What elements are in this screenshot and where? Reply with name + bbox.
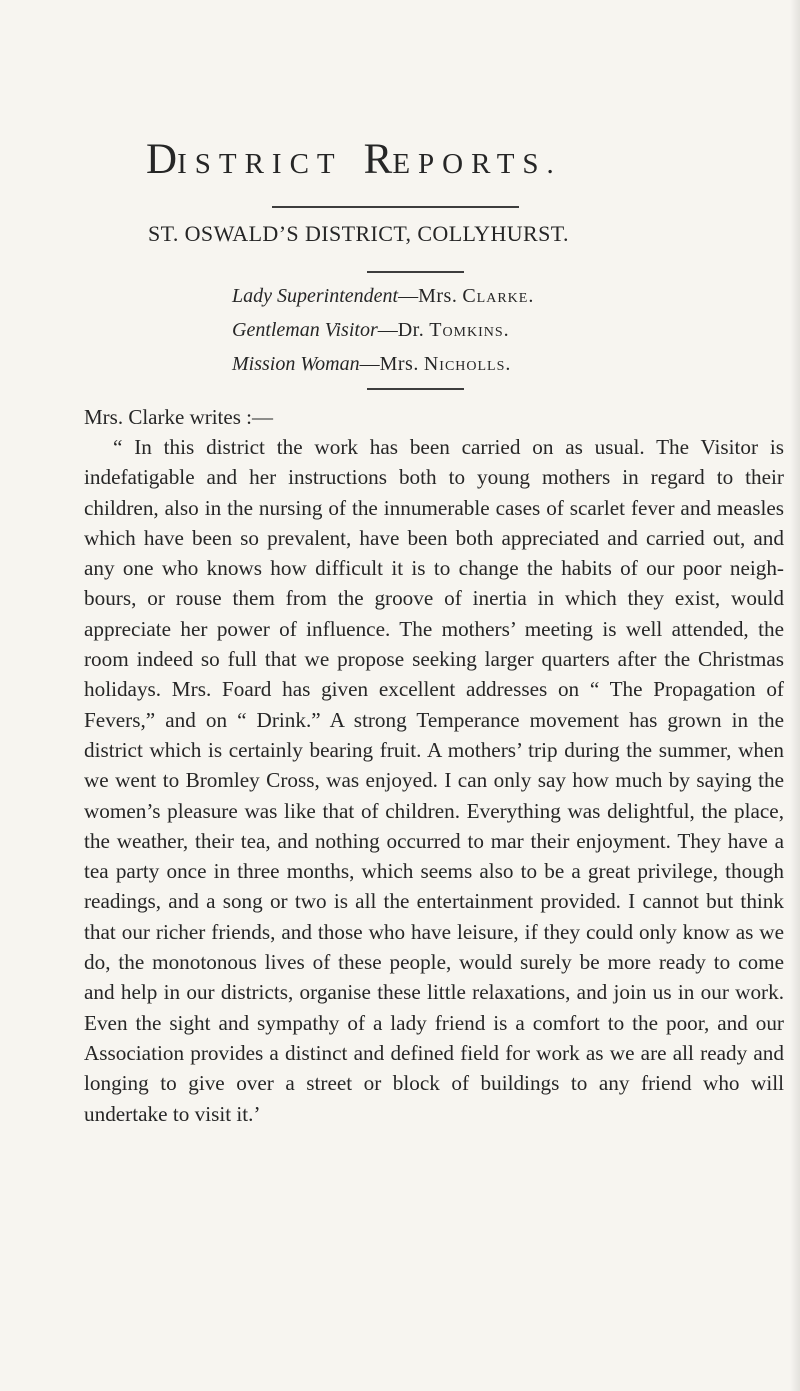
report-author-line: Mrs. Clarke writes :— [84, 405, 273, 429]
staff-title: Mrs. [379, 353, 419, 375]
heading-initial-d: D [146, 136, 178, 183]
heading-initial-r: R [363, 136, 393, 183]
staff-line-mission-woman [232, 352, 511, 376]
staff-name: Tomkins. [429, 319, 510, 341]
staff-bottom-rule [367, 388, 464, 390]
heading-rule [272, 206, 519, 208]
section-heading [146, 138, 666, 186]
staff-top-rule [367, 271, 464, 273]
staff-dash: — [398, 285, 419, 307]
heading-word-district-rest: ISTRICT [177, 148, 343, 180]
report-paragraph: “ In this district the work has been carried on as usual. The Visitor is indefatigable and her instructions both to young mothers in regard to their children, also in the nursing of the innumerable cases of scarlet fever and measles which have been so prevalent, have been both appreciated and carried out, and any one who knows how difficult it is to change the habits of our poor neigh- bours, or rouse them from the groove of inertia in which they exist, would appreciate her power of influence. The mothers’ meeting is well attended, the room indeed so full that we propose seeking larger quarters after the Christmas holidays. Mrs. Foard has given excellent addresses on “ The Propagation of Fevers,” and on “ Drink.” A strong Temperance movement has grown in the district which is certainly bearing fruit. A mothers’ trip during the summer, when we went to Bromley Cross, was enjoyed. I can only say how much by saying the women’s pleasure was like that of children. Everything was delightful, the place, the weather, their tea, and nothing occurred to mar their enjoyment. They have a tea party once in three months, which seems also to be a great privilege, though readings, and a song or two is all the entertainment provided. I cannot but think that our richer friends, and those who have leisure, if they could only know as we do, the monotonous lives of these people, would surely be more ready to come and help in our districts, organise these little relaxations, and join us in our work. Even the sight and sympathy of a lady friend is a comfort to the poor, and our Association provides a distinct and defined field for work as we are all ready and longing to give over a street or block of buildings to any friend who will undertake to visit it.’ [84, 435, 784, 1126]
heading-word-reports-rest: EPORTS. [392, 148, 562, 180]
staff-role: Lady Superintendent [232, 285, 399, 307]
staff-title: Mrs. [418, 285, 458, 307]
staff-name: Nicholls. [423, 353, 512, 375]
staff-line-superintendent [232, 284, 534, 308]
staff-dash: — [359, 353, 380, 375]
staff-dash: — [377, 319, 398, 341]
staff-line-visitor [232, 318, 510, 342]
staff-role: Mission Woman [232, 353, 360, 375]
staff-name: Clarke. [462, 285, 535, 307]
district-title: ST. OSWALD’S DISTRICT, COLLYHURST. [148, 221, 569, 246]
staff-role: Gentleman Visitor [232, 319, 378, 341]
staff-title: Dr. [397, 319, 425, 341]
